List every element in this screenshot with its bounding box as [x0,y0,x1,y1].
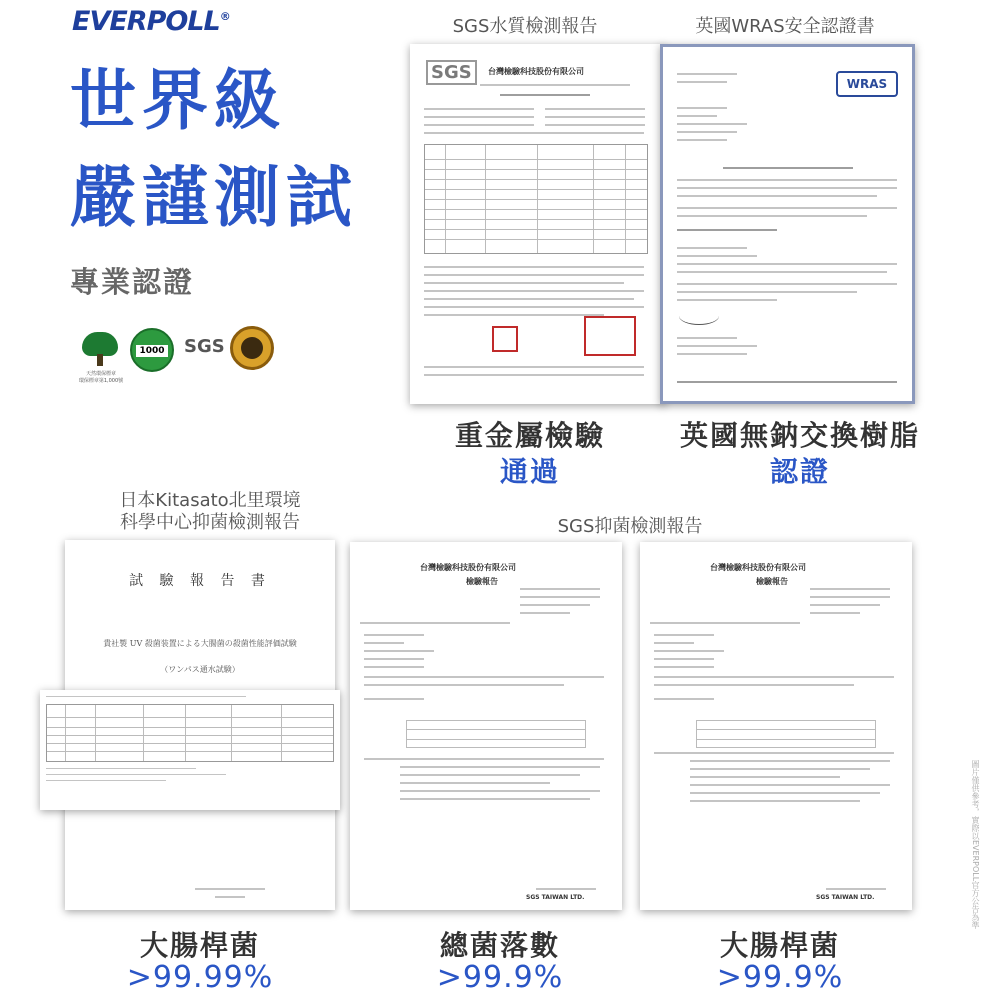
signature-icon [679,307,719,325]
sgs-report-1-subheader: 檢驗報告 [466,577,498,586]
kitasato-doc-title: 試 驗 報 告 書 [129,573,271,589]
eco-badge-caption [70,371,132,385]
sgs-antibacterial-report-caption: SGS抑菌檢測報告 [557,516,703,537]
registered-mark: ® [219,10,230,23]
certification-badges [70,330,280,390]
kitasato-results-table [40,690,340,810]
eco-tree-badge-icon [80,330,120,370]
kitasato-doc-line1: 貴社製 UV 殺菌装置による大腸菌の殺菌性能評価試験 [103,639,297,648]
eco-badge-caption-line1: 天然環保標章 [85,371,116,377]
gold-seal-badge-icon [230,326,274,370]
result-2-name: 總菌落數 [439,929,560,962]
sgs-antibacterial-report-1 [350,542,622,910]
heavy-metal-test-label: 重金屬檢驗 [454,419,605,452]
headline-line2: 嚴謹測試 [70,159,358,236]
wras-certificate-caption: 英國WRAS安全認證書 [695,16,875,37]
headline-line1: 世界級 [70,62,286,139]
wras-certificate-document [660,44,915,404]
wras-resin-result: 認證 [769,455,830,488]
sgs-report-1-header: 台灣檢驗科技股份有限公司 [420,563,516,572]
sgs-water-report-caption: SGS水質檢測報告 [452,16,598,37]
brand-logo-text: EVERPOLL [72,6,220,37]
wras-resin-label: 英國無鈉交換樹脂 [679,419,920,452]
sgs-water-report-header: 台灣檢驗科技股份有限公司 [488,67,584,76]
kitasato-caption-line1: 日本Kitasato北里環境 [119,490,301,511]
green-badge-number: 1000 [136,345,168,357]
sgs-report-2-header: 台灣檢驗科技股份有限公司 [710,563,806,572]
sgs-report-1-footer: SGS TAIWAN LTD. [526,894,585,901]
kitasato-caption-line2: 科學中心抑菌檢測報告 [120,512,300,533]
result-2-value: >99.9% [436,960,564,995]
green-mark-badge-icon [130,328,174,372]
result-3-value: >99.9% [716,960,844,995]
sgs-logo-icon: SGS [426,60,477,85]
sgs-report-2-footer: SGS TAIWAN LTD. [816,894,875,901]
sgs-antibacterial-report-2 [640,542,912,910]
red-stamp-icon [492,326,518,352]
sgs-report-2-subheader: 檢驗報告 [756,577,788,586]
result-1-name: 大腸桿菌 [139,929,260,962]
heavy-metal-test-result: 通過 [499,455,560,488]
result-1-value: >99.99% [126,960,274,995]
brand-logo [72,6,230,37]
eco-badge-caption-line2: 環保標章第1,000號 [78,378,124,384]
side-disclaimer: 圖片僅供參考，實際以EVERPOLL官方公告為準 [971,760,980,930]
wras-logo-icon: WRAS [836,71,898,97]
red-stamp-icon [584,316,636,356]
subtitle: 專業認證 [70,265,195,299]
result-3-name: 大腸桿菌 [719,929,840,962]
kitasato-report-caption [80,490,340,534]
sgs-badge-icon: SGS [184,336,225,357]
sgs-water-report-document [410,44,665,404]
kitasato-doc-line2: （ワンパス通水試験） [160,665,240,674]
